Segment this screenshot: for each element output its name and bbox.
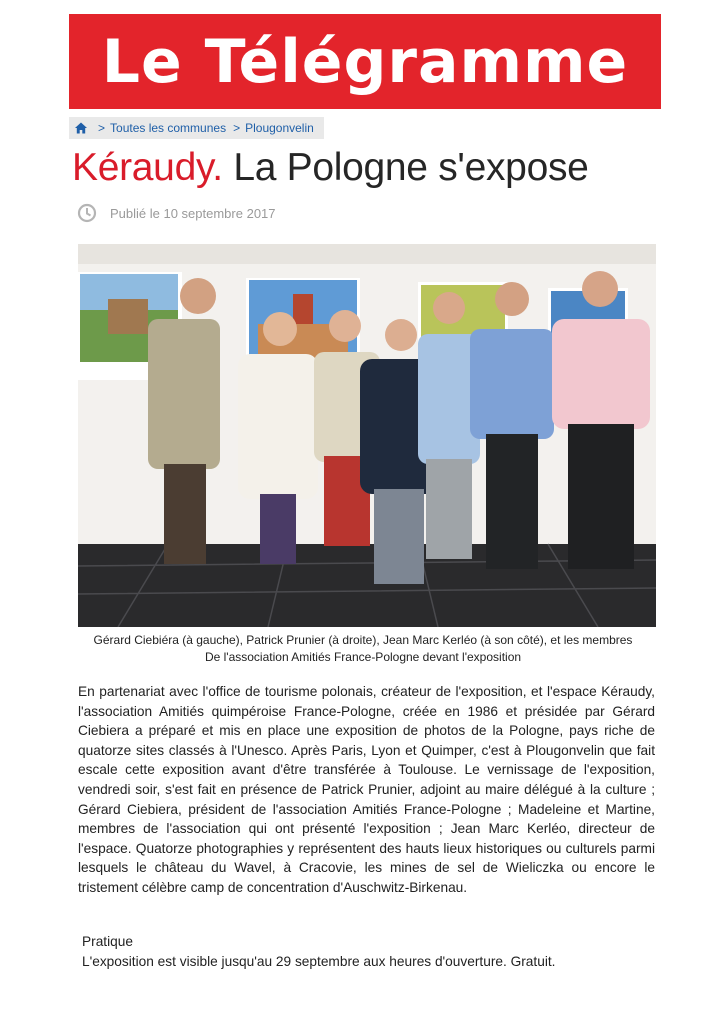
pratique-heading: Pratique	[82, 934, 133, 949]
breadcrumb-link-plougonvelin[interactable]: Plougonvelin	[245, 121, 314, 135]
headline-title: La Pologne s'expose	[233, 146, 589, 189]
breadcrumb	[69, 117, 324, 139]
home-icon[interactable]	[74, 121, 88, 135]
breadcrumb-separator: >	[98, 121, 106, 135]
caption-line: De l'association Amitiés France-Pologne devant l'exposition	[204, 650, 522, 664]
pratique-text: L'exposition est visible jusqu'au 29 septembre aux heures d'ouverture. Gratuit.	[82, 953, 556, 969]
masthead-title: Le Télégramme	[101, 26, 629, 97]
photo-caption	[70, 632, 656, 666]
breadcrumb-link-communes[interactable]: Toutes les communes	[110, 121, 227, 135]
caption-line: Gérard Ciebiéra (à gauche), Patrick Prunier (à droite), Jean Marc Kerléo (à son côté), et les membres	[93, 633, 633, 647]
publish-date-text: Publié le 10 septembre 2017	[110, 205, 276, 221]
clock-icon	[77, 203, 97, 223]
breadcrumb-separator: >	[233, 121, 241, 135]
publish-date	[77, 203, 276, 223]
article-photo	[78, 244, 656, 627]
article-body: En partenariat avec l'office de tourisme polonais, créateur de l'exposition, et l'espace Kéraudy, l'association Amitiés quimpéroise France-Pologne, créée en 1986 et présidée par Gérard Ciebiera a préparé et mis en place une exposition de photos de la Pologne, pays riche de quatorze sites classés à l'Unesco. Après Paris, Lyon et Quimper, c'est à Plougonvelin que fait escale cette exposition avant d'être transférée à Toulouse. Le vernissage de l'exposition, vendredi soir, s'est fait en présence de Patrick Prunier, adjoint au maire délégué à la culture ; Gérard Ciebiera, président de l'association Amitiés France-Pologne ; Madeleine et Martine, membres de l'association qui ont présenté l'exposition ; Jean Marc Kerléo, directeur de l'espace. Quatorze photographies y représentent des hauts lieux historiques ou culturels parmi lesquels le château du Wavel, à Cracovie, les mines de sel de Wieliczka ou encore le tristement célèbre camp de concentration d'Auschwitz-Birkenau.	[78, 684, 655, 895]
headline-place: Kéraudy.	[72, 146, 223, 189]
article-headline	[72, 146, 589, 190]
masthead[interactable]	[69, 14, 661, 109]
pratique-section	[82, 932, 662, 971]
